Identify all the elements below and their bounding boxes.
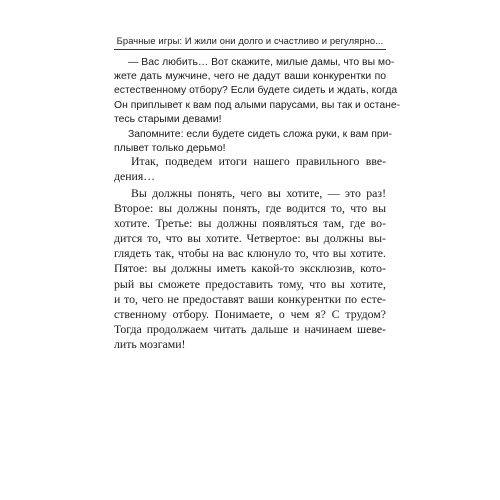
text-line: Он приплывет к вам под алыми парусами, вы так и остане- — [114, 99, 401, 111]
text-line: Пятое: вы должны иметь какой-то эксклюзив, кото- — [114, 261, 386, 276]
paragraph-summary-intro — [114, 154, 386, 184]
text-line: лить мозгами! — [114, 336, 186, 351]
text-line: рый вы сможете предоставить тому, что вы хотите, — [114, 276, 386, 291]
text-line: Тогда продолжаем читать дальше и начинаем шеве- — [114, 321, 386, 336]
paragraph-summary — [114, 186, 386, 352]
text-line: ственному отбору. Понимаете, о чем я? С трудом? — [114, 306, 386, 321]
text-line: Вы должны понять, чего вы хотите, — это раз! — [131, 186, 386, 200]
text-line: жете дать мужчине, чего не дадут ваши конкурентки по — [114, 71, 386, 83]
text-line: естественному отбору? Если будете сидеть и ждать, когда — [114, 85, 398, 97]
text-line: — Вас любить… Вот скажите, милые дамы, что вы мо- — [128, 57, 395, 68]
text-line: Второе: вы должны понять, где водится то, что вы — [114, 201, 386, 216]
paragraph-remember — [114, 128, 392, 156]
text-line: дится то, что вы хотите. Четвертое: вы должны вы- — [114, 231, 386, 246]
running-head: Брачные игры: И жили они долго и счастливо и регулярно... — [116, 35, 384, 46]
text-line: тесь старыми девами! — [114, 113, 222, 125]
text-line: плывет только дерьмо! — [114, 143, 226, 155]
paragraph-dialogue — [114, 56, 401, 127]
header-rule — [114, 49, 386, 50]
text-line: глядеть так, чтобы на вас клюнуло то, что вы хотите. — [114, 246, 386, 261]
text-line: Запомните: если будете сидеть сложа руки, к вам при- — [128, 129, 392, 140]
text-line: дения… — [114, 169, 156, 184]
text-line: Итак, подведем итоги нашего правильного вве- — [131, 154, 386, 168]
text-line: и то, чего не предоставят ваши конкурентки по есте- — [114, 291, 386, 306]
text-line: хотите. Третье: вы должны появляться там, где во- — [114, 216, 386, 231]
